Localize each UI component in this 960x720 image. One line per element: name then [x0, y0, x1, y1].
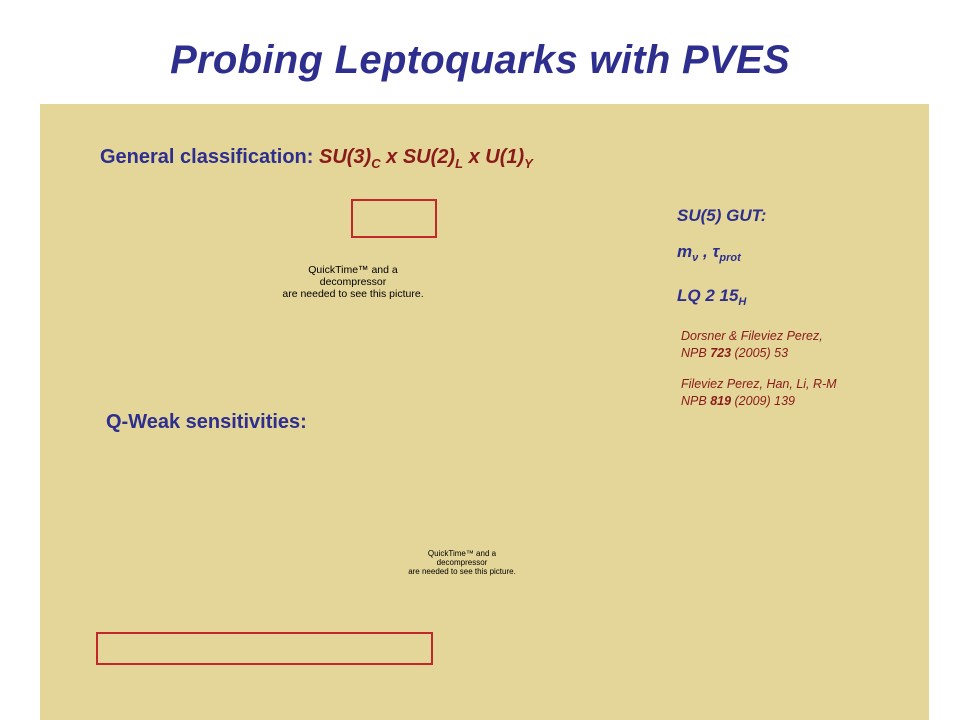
quicktime-placeholder-top: QuickTime™ and a decompressor are needed to see this picture. — [282, 264, 424, 300]
general-classification-heading — [100, 146, 533, 171]
su5-constraints — [677, 242, 741, 264]
neutrino-subscript: ν — [692, 252, 699, 264]
lq-main: LQ 2 15 — [677, 286, 739, 305]
reference-1-year-page: (2005) 53 — [731, 346, 789, 360]
reference-1-journal: NPB — [681, 346, 711, 360]
u1-subscript: Y — [524, 156, 533, 171]
separator: , — [698, 242, 713, 261]
gauge-group-expression — [318, 146, 533, 171]
quicktime-placeholder-bottom: QuickTime™ and a decompressor are needed to see this picture. — [408, 549, 516, 576]
qweak-sensitivities-heading: Q-Weak sensitivities: — [106, 411, 307, 433]
su5-gut-label: SU(5) GUT: — [677, 206, 767, 225]
leptoquark-representation — [677, 286, 746, 308]
reference-2-volume: 819 — [710, 394, 732, 408]
reference-2 — [681, 376, 837, 410]
reference-1-citation — [681, 345, 823, 362]
highlight-box-top — [351, 199, 437, 238]
tau-symbol: τ — [712, 242, 720, 261]
su2-subscript: L — [455, 156, 464, 171]
neutrino-mass-symbol: m — [677, 242, 693, 261]
u1-group: x U(1) — [463, 146, 525, 168]
su2-group: x SU(2) — [380, 146, 456, 168]
reference-2-citation — [681, 393, 837, 410]
general-classification-label: General classification: — [100, 146, 319, 168]
reference-1-volume: 723 — [710, 346, 732, 360]
lq-subscript: H — [738, 296, 747, 308]
su3-subscript: C — [371, 156, 381, 171]
reference-2-journal: NPB — [681, 394, 711, 408]
proton-subscript: prot — [719, 252, 741, 264]
reference-2-authors: Fileviez Perez, Han, Li, R-M — [681, 377, 837, 391]
highlight-box-bottom — [96, 632, 433, 665]
slide-title: Probing Leptoquarks with PVES — [170, 38, 790, 82]
reference-1 — [681, 328, 823, 362]
reference-1-authors: Dorsner & Fileviez Perez, — [681, 329, 823, 343]
su3-group: SU(3) — [318, 146, 372, 168]
reference-2-year-page: (2009) 139 — [731, 394, 795, 408]
